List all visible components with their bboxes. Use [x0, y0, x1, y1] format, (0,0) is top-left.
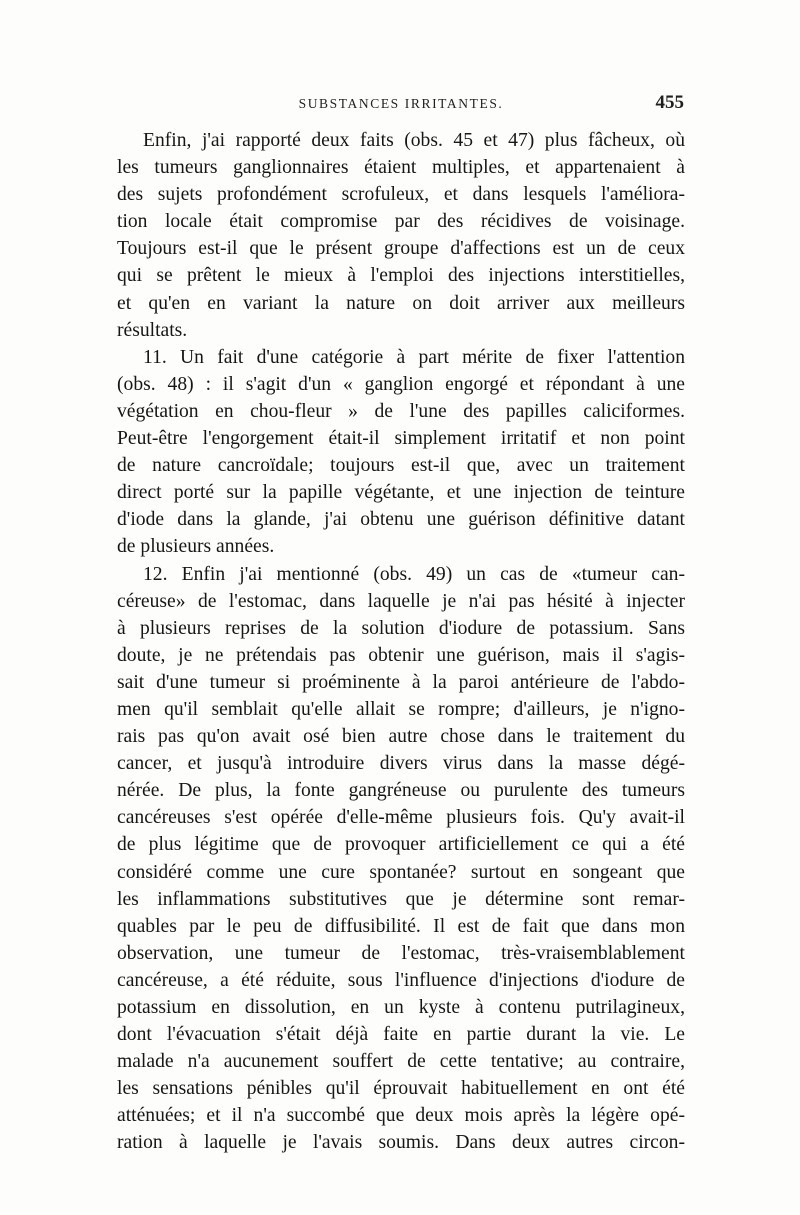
text-line: quables par le peu de diffusibilité. Il est de fait que dans mon: [117, 915, 685, 937]
text-line: malade n'a aucunement souffert de cette tentative; au contraire,: [117, 1051, 685, 1073]
text-line: sait d'une tumeur si proéminente à la paroi antérieure de l'abdo-: [117, 671, 685, 693]
text-line: rais pas qu'on avait osé bien autre chose dans le traitement du: [117, 726, 685, 748]
text-line: (obs. 48) : il s'agit d'un « ganglion engorgé et répondant à une: [117, 373, 685, 395]
text-line: Toujours est-il que le présent groupe d'affections est un de ceux: [117, 238, 685, 260]
text-line: les tumeurs ganglionnaires étaient multiples, et appartenaient à: [117, 157, 685, 179]
text-line: dont l'évacuation s'était déjà faite en partie durant la vie. Le: [117, 1024, 685, 1046]
text-line: 12. Enfin j'ai mentionné (obs. 49) un cas de «tumeur can-: [143, 563, 685, 585]
text-line: ration à laquelle je l'avais soumis. Dans deux autres circon-: [117, 1132, 685, 1154]
text-line: céreuse» de l'estomac, dans laquelle je n'ai pas hésité à injecter: [117, 590, 685, 612]
page-number: 455: [655, 92, 684, 113]
text-line: nérée. De plus, la fonte gangréneuse ou purulente des tumeurs: [117, 780, 685, 802]
text-line: cancer, et jusqu'à introduire divers virus dans la masse dégé-: [117, 753, 685, 775]
text-line: 11. Un fait d'une catégorie à part mérite de fixer l'attention: [143, 346, 685, 368]
text-line: les sensations pénibles qu'il éprouvait habituellement en ont été: [117, 1078, 685, 1100]
text-line: men qu'il semblait qu'elle allait se rompre; d'ailleurs, je n'igno-: [117, 698, 685, 720]
text-line: considéré comme une cure spontanée? surtout en songeant que: [117, 861, 685, 883]
text-line: végétation en chou-fleur » de l'une des papilles caliciformes.: [117, 400, 685, 422]
text-line: de plus légitime que de provoquer artificiellement ce qui a été: [117, 834, 685, 856]
text-line: tion locale était compromise par des récidives de voisinage.: [117, 211, 685, 233]
text-line: atténuées; et il n'a succombé que deux mois après la légère opé-: [117, 1105, 685, 1127]
text-line: et qu'en en variant la nature on doit arriver aux meilleurs: [117, 292, 685, 314]
text-line: résultats.: [117, 319, 188, 341]
text-line: direct porté sur la papille végétante, et une injection de teinture: [117, 482, 685, 504]
running-head: [118, 92, 684, 118]
body-text: [117, 127, 685, 1157]
text-line: qui se prêtent le mieux à l'emploi des injections interstitielles,: [117, 265, 685, 287]
text-line: Peut-être l'engorgement était-il simplement irritatif et non point: [117, 428, 685, 450]
text-line: d'iode dans la glande, j'ai obtenu une guérison définitive datant: [117, 509, 685, 531]
text-line: les inflammations substitutives que je détermine sont remar-: [117, 888, 685, 910]
text-line: cancéreuses s'est opérée d'elle-même plusieurs fois. Qu'y avait-il: [117, 807, 685, 829]
text-line: doute, je ne prétendais pas obtenir une guérison, mais il s'agis-: [117, 644, 685, 666]
text-line: cancéreuse, a été réduite, sous l'influence d'injections d'iodure de: [117, 969, 685, 991]
text-line: à plusieurs reprises de la solution d'iodure de potassium. Sans: [117, 617, 685, 639]
text-line: de plusieurs années.: [117, 536, 275, 558]
text-line: Enfin, j'ai rapporté deux faits (obs. 45 et 47) plus fâcheux, où: [143, 130, 685, 151]
running-title: SUBSTANCES IRRITANTES.: [298, 96, 504, 111]
text-line: potassium en dissolution, en un kyste à contenu putrilagineux,: [117, 997, 685, 1018]
text-line: de nature cancroïdale; toujours est-il que, avec un traitement: [117, 455, 685, 477]
text-line: observation, une tumeur de l'estomac, très-vraisemblablement: [117, 942, 685, 964]
text-line: des sujets profondément scrofuleux, et dans lesquels l'améliora-: [117, 184, 685, 206]
